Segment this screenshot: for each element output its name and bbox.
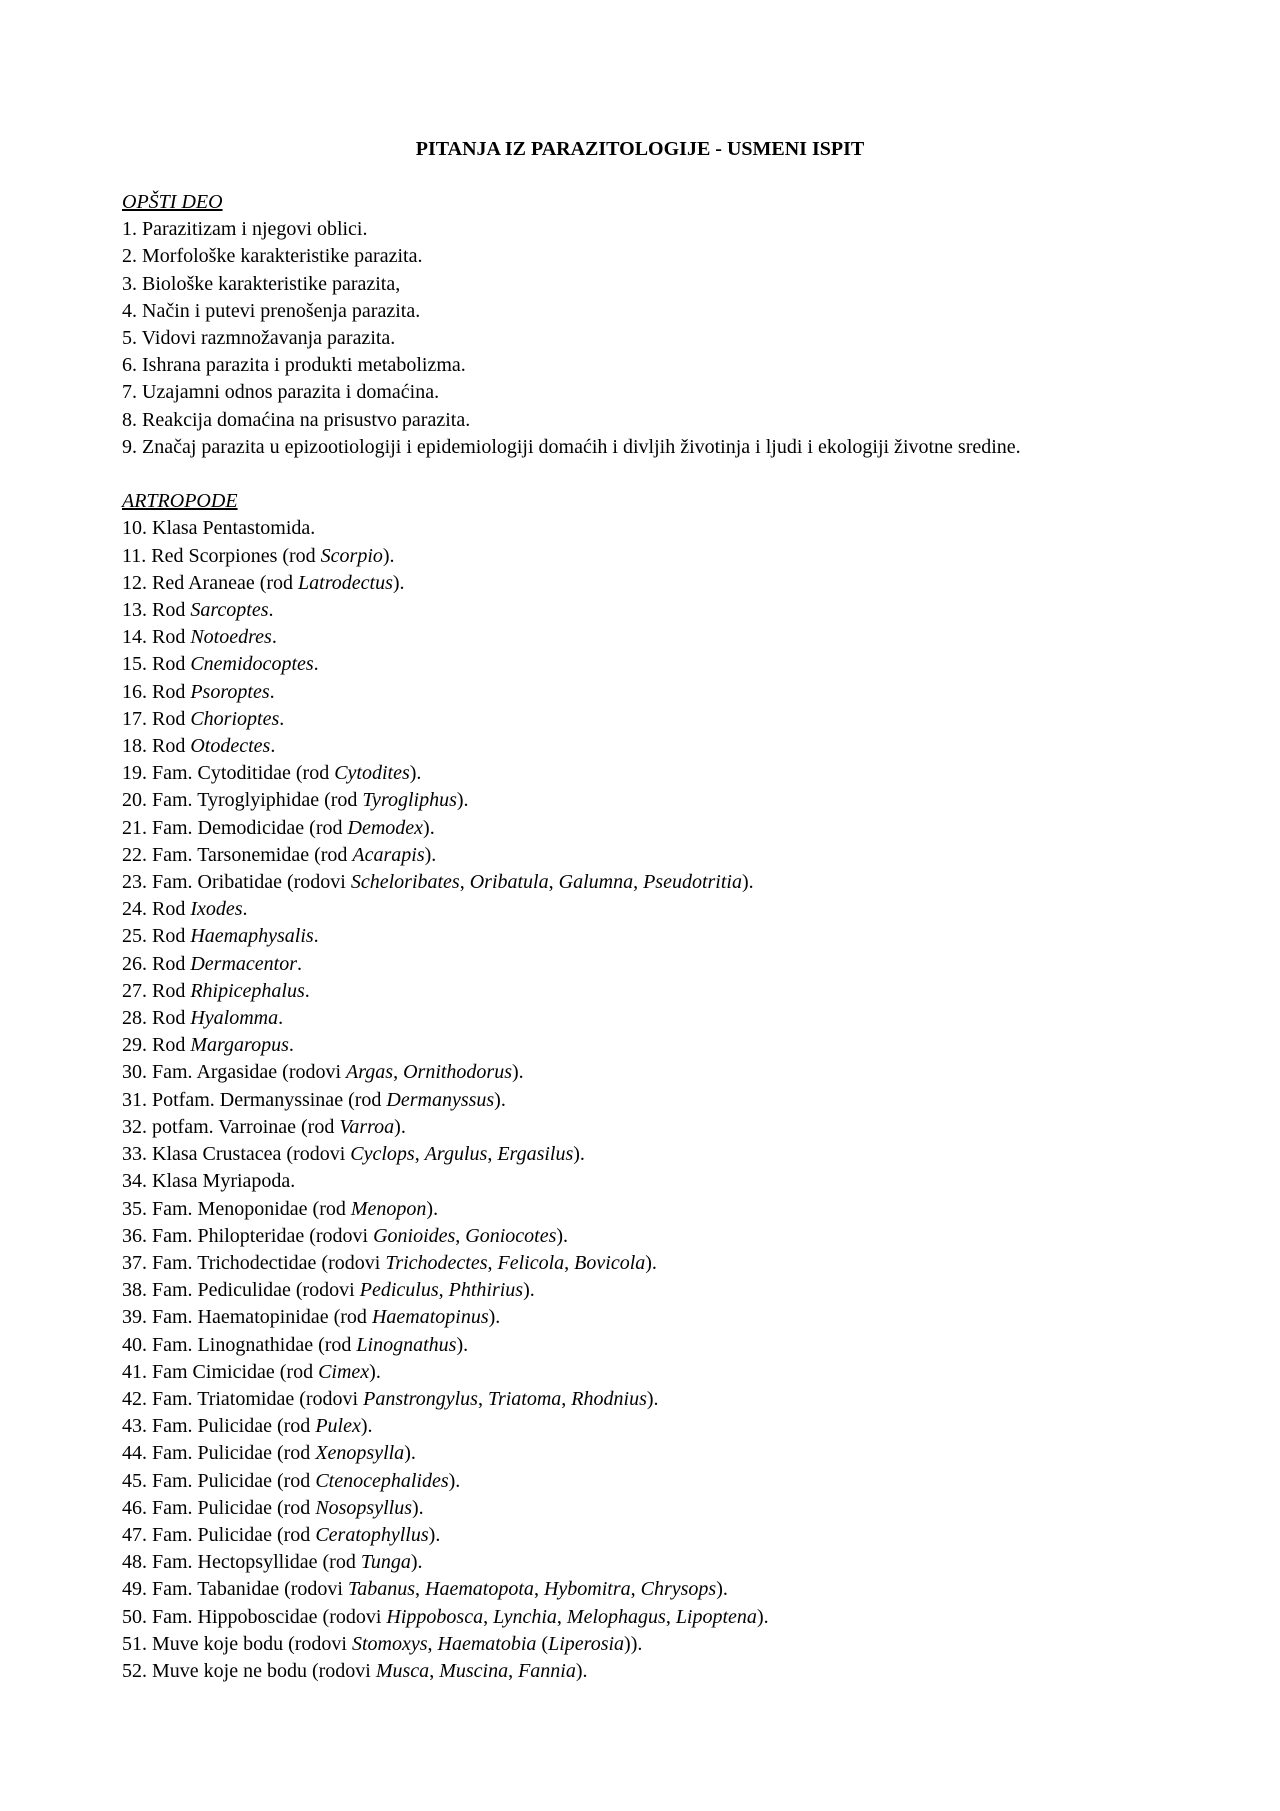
- item-text: 25. Rod: [122, 925, 191, 948]
- genus-name: Haematobia: [437, 1632, 537, 1655]
- item-text: 43. Fam. Pulicidae (rod: [122, 1415, 316, 1438]
- item-text: ).: [424, 843, 437, 866]
- item-text: ).: [426, 1197, 439, 1220]
- item-text: 4. Način i putevi prenošenja parazita.: [122, 299, 421, 322]
- question-item: [122, 325, 1222, 352]
- question-item: [122, 760, 1222, 787]
- item-text: ).: [360, 1415, 373, 1438]
- question-item: [122, 651, 1222, 678]
- genus-name: Gonioides: [373, 1224, 456, 1247]
- item-text: 35. Fam. Menoponidae (rod: [122, 1197, 351, 1220]
- genus-name: Musca: [375, 1659, 430, 1682]
- item-text: 1. Parazitizam i njegovi oblici.: [122, 218, 368, 241]
- item-text: 8. Reakcija domaćina na prisustvo parazita.: [122, 408, 471, 431]
- genus-name: Hyalomma: [190, 1007, 279, 1030]
- item-text: ,: [630, 1578, 641, 1601]
- item-text: 10. Klasa Pentastomida.: [122, 517, 316, 540]
- item-text: ).: [428, 1523, 441, 1546]
- item-text: 52. Muve koje ne bodu (rodovi: [122, 1659, 376, 1682]
- question-item: [122, 787, 1222, 814]
- genus-name: Psoroptes: [190, 680, 270, 703]
- genus-name: Cytodites: [334, 762, 410, 785]
- item-text: (: [536, 1632, 549, 1655]
- question-item: [122, 243, 1222, 270]
- genus-name: Ornithodorus: [403, 1061, 512, 1084]
- item-text: 42. Fam. Triatomidae (rodovi: [122, 1387, 364, 1410]
- item-text: ).: [423, 816, 435, 839]
- item-text: ).: [488, 1306, 501, 1329]
- genus-name: Chorioptes: [190, 707, 280, 730]
- genus-name: Lynchia: [493, 1605, 557, 1628]
- item-text: 46. Fam. Pulicidae (rod: [122, 1496, 316, 1519]
- genus-name: Varroa: [339, 1115, 395, 1138]
- genus-name: Chrysops: [640, 1578, 717, 1601]
- item-text: ).: [645, 1251, 657, 1274]
- item-text: ,: [633, 871, 644, 894]
- genus-name: Menopon: [350, 1197, 427, 1220]
- question-item: [122, 1141, 1222, 1168]
- genus-name: Dermacentor: [190, 952, 297, 975]
- question-item: [122, 216, 1222, 243]
- question-item: [122, 1168, 1222, 1195]
- genus-name: Notoedres: [190, 626, 272, 649]
- item-text: .: [242, 898, 248, 921]
- question-item: [122, 570, 1222, 597]
- genus-name: Argas: [346, 1061, 394, 1084]
- question-item: [122, 1576, 1222, 1603]
- item-text: )).: [624, 1632, 643, 1655]
- item-text: 3. Biološke karakteristike parazita,: [122, 272, 401, 295]
- question-item: [122, 1005, 1222, 1032]
- item-text: ,: [483, 1605, 494, 1628]
- section-heading: ARTROPODE: [122, 490, 238, 513]
- question-item: [122, 815, 1222, 842]
- question-item: [122, 1549, 1222, 1576]
- genus-name: Melophagus: [566, 1605, 666, 1628]
- item-text: .: [269, 680, 275, 703]
- genus-name: Tyrogliphus: [362, 789, 457, 812]
- item-text: .: [288, 1034, 294, 1057]
- genus-name: Ctenocephalides: [315, 1469, 449, 1492]
- question-item: [122, 407, 1222, 434]
- item-text: 36. Fam. Philopteridae (rodovi: [122, 1224, 374, 1247]
- item-text: 7. Uzajamni odnos parazita i domaćina.: [122, 381, 440, 404]
- item-text: ).: [741, 871, 754, 894]
- item-text: ).: [494, 1088, 506, 1111]
- item-text: 38. Fam. Pediculidae (rodovi: [122, 1279, 360, 1302]
- item-text: 17. Rod: [122, 707, 191, 730]
- item-text: ,: [427, 1632, 438, 1655]
- genus-name: Linognathus: [356, 1333, 457, 1356]
- item-text: 34. Klasa Myriapoda.: [122, 1170, 296, 1193]
- item-text: ).: [456, 1333, 469, 1356]
- item-text: 22. Fam. Tarsonemidae (rod: [122, 843, 353, 866]
- item-text: 33. Klasa Crustacea (rodovi: [122, 1143, 351, 1166]
- item-text: ,: [556, 1605, 567, 1628]
- item-text: ).: [512, 1061, 524, 1084]
- item-text: 6. Ishrana parazita i produkti metabolizma.: [122, 354, 466, 377]
- item-text: ).: [573, 1143, 585, 1166]
- question-item: [122, 1250, 1222, 1277]
- genus-name: Cnemidocoptes: [190, 653, 314, 676]
- genus-name: Panstrongylus: [363, 1387, 478, 1410]
- item-text: ).: [756, 1605, 769, 1628]
- question-item: [122, 1413, 1222, 1440]
- item-text: .: [313, 653, 319, 676]
- item-text: ,: [665, 1605, 676, 1628]
- item-text: 5. Vidovi razmnožavanja parazita.: [122, 327, 396, 350]
- item-text: ,: [438, 1279, 449, 1302]
- item-text: 18. Rod: [122, 735, 191, 758]
- item-text: 11. Red Scorpiones (rod: [122, 544, 321, 567]
- question-item: [122, 1522, 1222, 1549]
- item-text: 13. Rod: [122, 599, 191, 622]
- question-item: [122, 869, 1222, 896]
- question-item: [122, 896, 1222, 923]
- genus-name: Cyclops: [350, 1143, 415, 1166]
- item-text: ,: [548, 871, 559, 894]
- question-item: [122, 515, 1222, 542]
- item-text: ,: [393, 1061, 404, 1084]
- item-text: 44. Fam. Pulicidae (rod: [122, 1442, 316, 1465]
- genus-name: Otodectes: [190, 735, 271, 758]
- item-text: ,: [415, 1578, 426, 1601]
- item-text: 37. Fam. Trichodectidae (rodovi: [122, 1251, 386, 1274]
- question-item: [122, 1304, 1222, 1331]
- item-text: 28. Rod: [122, 1007, 191, 1030]
- section-heading: OPŠTI DEO: [122, 191, 223, 213]
- item-text: ).: [410, 1551, 423, 1574]
- item-text: 40. Fam. Linognathidae (rod: [122, 1333, 357, 1356]
- genus-name: Triatoma: [487, 1387, 562, 1410]
- item-text: ,: [414, 1143, 425, 1166]
- question-item: [122, 1032, 1222, 1059]
- item-text: ,: [455, 1224, 466, 1247]
- item-text: .: [268, 599, 274, 622]
- question-item: [122, 1196, 1222, 1223]
- question-item: [122, 434, 1222, 461]
- item-text: 49. Fam. Tabanidae (rodovi: [122, 1578, 348, 1601]
- question-item: [122, 679, 1222, 706]
- item-text: 48. Fam. Hectopsyllidae (rod: [122, 1551, 361, 1574]
- item-text: ,: [477, 1387, 488, 1410]
- genus-name: Scheloribates: [350, 871, 460, 894]
- question-item: [122, 1087, 1222, 1114]
- question-item: [122, 1332, 1222, 1359]
- genus-name: Lipoptena: [675, 1605, 757, 1628]
- item-text: 21. Fam. Demodicidae (rod: [122, 816, 348, 839]
- genus-name: Muscina: [439, 1659, 509, 1682]
- item-text: ).: [556, 1224, 569, 1247]
- item-text: 27. Rod: [122, 979, 191, 1002]
- question-item: [122, 1386, 1222, 1413]
- item-text: ).: [369, 1360, 381, 1383]
- item-text: ).: [394, 1115, 406, 1138]
- item-text: 19. Fam. Cytoditidae (rod: [122, 762, 335, 785]
- genus-name: Hippobosca: [386, 1605, 484, 1628]
- item-text: ).: [456, 789, 469, 812]
- item-text: 15. Rod: [122, 653, 191, 676]
- question-item: [122, 271, 1222, 298]
- genus-name: Xenopsylla: [315, 1442, 405, 1465]
- section-spacer: [122, 461, 1222, 488]
- item-text: ,: [459, 871, 470, 894]
- question-item: [122, 842, 1222, 869]
- genus-name: Ixodes: [190, 898, 243, 921]
- item-text: .: [278, 1007, 284, 1030]
- item-text: ).: [448, 1469, 461, 1492]
- item-text: 12. Red Araneae (rod: [122, 571, 299, 594]
- question-list: [122, 189, 1222, 1685]
- genus-name: Ergasilus: [497, 1143, 574, 1166]
- genus-name: Rhipicephalus: [190, 979, 305, 1002]
- genus-name: Tabanus: [347, 1578, 416, 1601]
- genus-name: Trichodectes: [385, 1251, 488, 1274]
- item-text: 39. Fam. Haematopinidae (rod: [122, 1306, 372, 1329]
- question-item: [122, 379, 1222, 406]
- question-item: [122, 352, 1222, 379]
- genus-name: Stomoxys: [351, 1632, 428, 1655]
- item-text: ,: [561, 1387, 572, 1410]
- genus-name: Pulex: [315, 1415, 361, 1438]
- genus-name: Phthirius: [448, 1279, 524, 1302]
- genus-name: Tunga: [360, 1551, 411, 1574]
- item-text: ,: [533, 1578, 544, 1601]
- item-text: ).: [382, 544, 395, 567]
- genus-name: Latrodectus: [298, 571, 393, 594]
- item-text: ).: [404, 1442, 416, 1465]
- genus-name: Pediculus: [359, 1279, 439, 1302]
- genus-name: Demodex: [347, 816, 424, 839]
- item-text: 14. Rod: [122, 626, 191, 649]
- item-text: ,: [508, 1659, 519, 1682]
- item-text: ,: [429, 1659, 440, 1682]
- question-item: [122, 706, 1222, 733]
- genus-name: Galumna: [558, 871, 634, 894]
- item-text: ).: [412, 1496, 424, 1519]
- genus-name: Haematopinus: [371, 1306, 489, 1329]
- item-text: ,: [487, 1251, 498, 1274]
- question-item: [122, 1440, 1222, 1467]
- question-item: [122, 624, 1222, 651]
- question-item: [122, 1495, 1222, 1522]
- genus-name: Fannia: [518, 1659, 576, 1682]
- genus-name: Haemaphysalis: [190, 925, 314, 948]
- item-text: ).: [646, 1387, 659, 1410]
- item-text: ).: [409, 762, 422, 785]
- item-text: 51. Muve koje bodu (rodovi: [122, 1632, 352, 1655]
- question-item: [122, 1468, 1222, 1495]
- item-text: .: [296, 952, 302, 975]
- question-item: [122, 597, 1222, 624]
- genus-name: Ceratophyllus: [315, 1523, 429, 1546]
- item-text: ).: [716, 1578, 728, 1601]
- genus-name: Acarapis: [352, 843, 425, 866]
- question-item: [122, 1277, 1222, 1304]
- genus-name: Sarcoptes: [190, 599, 269, 622]
- genus-name: Haematopota: [425, 1578, 534, 1601]
- page-title: PITANJA IZ PARAZITOLOGIJE - USMENI ISPIT: [415, 138, 865, 160]
- genus-name: Goniocotes: [465, 1224, 557, 1247]
- genus-name: Pseudotritia: [643, 871, 742, 894]
- question-item: [122, 978, 1222, 1005]
- genus-name: Nosopsyllus: [315, 1496, 412, 1519]
- question-item: [122, 1658, 1222, 1685]
- item-text: ).: [575, 1659, 588, 1682]
- item-text: 20. Fam. Tyroglyiphidae (rod: [122, 789, 363, 812]
- question-item: [122, 1604, 1222, 1631]
- genus-name: Liperosia: [548, 1632, 625, 1655]
- item-text: .: [270, 735, 276, 758]
- item-text: .: [271, 626, 277, 649]
- question-item: [122, 543, 1222, 570]
- item-text: 47. Fam. Pulicidae (rod: [122, 1523, 316, 1546]
- question-item: [122, 1631, 1222, 1658]
- genus-name: Bovicola: [574, 1251, 646, 1274]
- item-text: ,: [487, 1143, 498, 1166]
- item-text: .: [313, 925, 319, 948]
- genus-name: Scorpio: [320, 544, 383, 567]
- item-text: 31. Potfam. Dermanyssinae (rod: [122, 1088, 387, 1111]
- genus-name: Dermanyssus: [386, 1088, 495, 1111]
- item-text: 16. Rod: [122, 680, 191, 703]
- item-text: ).: [392, 571, 405, 594]
- genus-name: Rhodnius: [571, 1387, 647, 1410]
- question-item: [122, 923, 1222, 950]
- question-item: [122, 951, 1222, 978]
- item-text: 50. Fam. Hippoboscidae (rodovi: [122, 1605, 387, 1628]
- question-item: [122, 1114, 1222, 1141]
- item-text: 41. Fam Cimicidae (rod: [122, 1360, 319, 1383]
- question-item: [122, 733, 1222, 760]
- genus-name: Cimex: [318, 1360, 370, 1383]
- item-text: .: [304, 979, 310, 1002]
- item-text: 30. Fam. Argasidae (rodovi: [122, 1061, 347, 1084]
- item-text: .: [279, 707, 285, 730]
- item-text: 45. Fam. Pulicidae (rod: [122, 1469, 316, 1492]
- item-text: 32. potfam. Varroinae (rod: [122, 1115, 340, 1138]
- question-item: [122, 298, 1222, 325]
- item-text: 23. Fam. Oribatidae (rodovi: [122, 871, 351, 894]
- item-text: 9. Značaj parazita u epizootiologiji i epidemiologiji domaćih i divljih životinja i ljudi i ekologiji životne sredine.: [122, 435, 1021, 458]
- question-item: [122, 1059, 1222, 1086]
- item-text: ,: [564, 1251, 575, 1274]
- genus-name: Felicola: [497, 1251, 565, 1274]
- item-text: 26. Rod: [122, 952, 191, 975]
- genus-name: Oribatula: [469, 871, 549, 894]
- item-text: 29. Rod: [122, 1034, 191, 1057]
- genus-name: Hybomitra: [543, 1578, 631, 1601]
- question-item: [122, 1359, 1222, 1386]
- genus-name: Argulus: [424, 1143, 488, 1166]
- genus-name: Margaropus: [190, 1034, 289, 1057]
- question-item: [122, 1223, 1222, 1250]
- item-text: ).: [523, 1279, 535, 1302]
- item-text: 24. Rod: [122, 898, 191, 921]
- item-text: 2. Morfološke karakteristike parazita.: [122, 245, 423, 268]
